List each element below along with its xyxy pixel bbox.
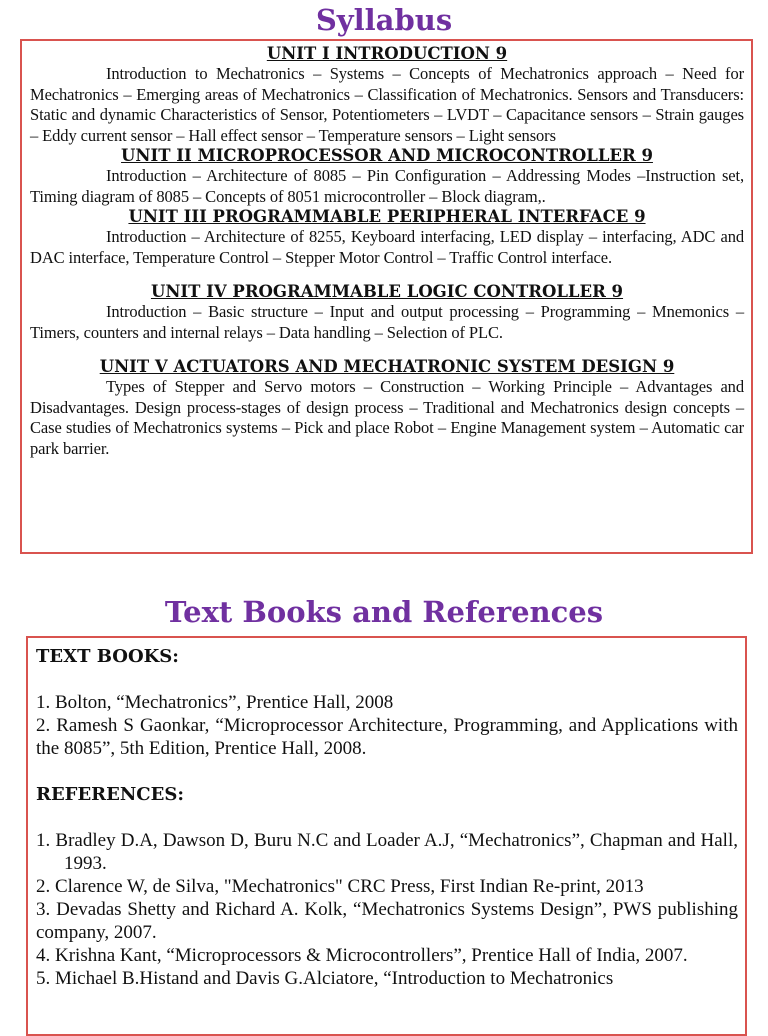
unit-2-body: Introduction – Architecture of 8085 – Pin Configuration – Addressing Modes –Instruction set, Timing diagram of 8085 – Concepts of 8051 microcontroller – Block diagram,. [30,166,744,206]
unit-3-heading: UNIT III PROGRAMMABLE PERIPHERAL INTERFACE 9 [128,207,646,226]
reference-item: 5. Michael B.Histand and Davis G.Alciatore, “Introduction to Mechatronics [36,968,614,989]
textbook-item: 1. Bolton, “Mechatronics”, Prentice Hall, 2008 [36,692,394,713]
reference-item: 3. Devadas Shetty and Richard A. Kolk, “Mechatronics Systems Design”, PWS publishing company, 2007. [36,899,738,943]
reference-item: 4. Krishna Kant, “Microprocessors & Microcontrollers”, Prentice Hall of India, 2007. [36,945,688,966]
references-title: Text Books and References [164,595,604,629]
unit-1-body: Introduction to Mechatronics – Systems – Concepts of Mechatronics approach – Need for Mechatronics – Emerging areas of Mechatronics – Classification of Mechatronics. Sensors and Transducers: Static and dynamic Characteristics of Sensor, Potentiometers – LVDT – Capacitance sensors – Strain gauges – Eddy current sensor – Hall effect sensor – Temperature sensors – Light sensors [30,64,744,145]
reference-item: 2. Clarence W, de Silva, "Mechatronics" CRC Press, First Indian Re-print, 2013 [36,876,644,897]
unit-2-heading: UNIT II MICROPROCESSOR AND MICROCONTROLLER 9 [121,146,653,165]
unit-4-body: Introduction – Basic structure – Input and output processing – Programming – Mnemonics – Timers, counters and internal relays – Data handling – Selection of PLC. [30,302,744,342]
references-box [26,636,747,1036]
reference-item: 1. Bradley D.A, Dawson D, Buru N.C and Loader A.J, “Mechatronics”, Chapman and Hall, 1993. [36,830,738,874]
syllabus-box [20,39,753,554]
textbooks-label: TEXT BOOKS: [36,646,179,667]
unit-3-body: Introduction – Architecture of 8255, Keyboard interfacing, LED display – interfacing, ADC and DAC interface, Temperature Control – Stepper Motor Control – Traffic Control interface. [30,227,744,267]
unit-5-body: Types of Stepper and Servo motors – Construction – Working Principle – Advantages and Disadvantages. Design process-stages of design process – Traditional and Mechatronics design concepts – Case studies of Mechatronics systems – Pick and place Robot – Engine Management system – Automatic car park barrier. [30,377,744,458]
unit-4-heading: UNIT IV PROGRAMMABLE LOGIC CONTROLLER 9 [150,282,624,301]
syllabus-title: Syllabus [315,3,453,37]
unit-1-heading: UNIT I INTRODUCTION 9 [266,44,508,63]
references-label: REFERENCES: [36,784,184,805]
unit-5-heading: UNIT V ACTUATORS AND MECHATRONIC SYSTEM DESIGN 9 [99,357,675,376]
textbook-item: 2. Ramesh S Gaonkar, “Microprocessor Architecture, Programming, and Applications with the 8085”, 5th Edition, Prentice Hall, 2008. [36,715,738,759]
